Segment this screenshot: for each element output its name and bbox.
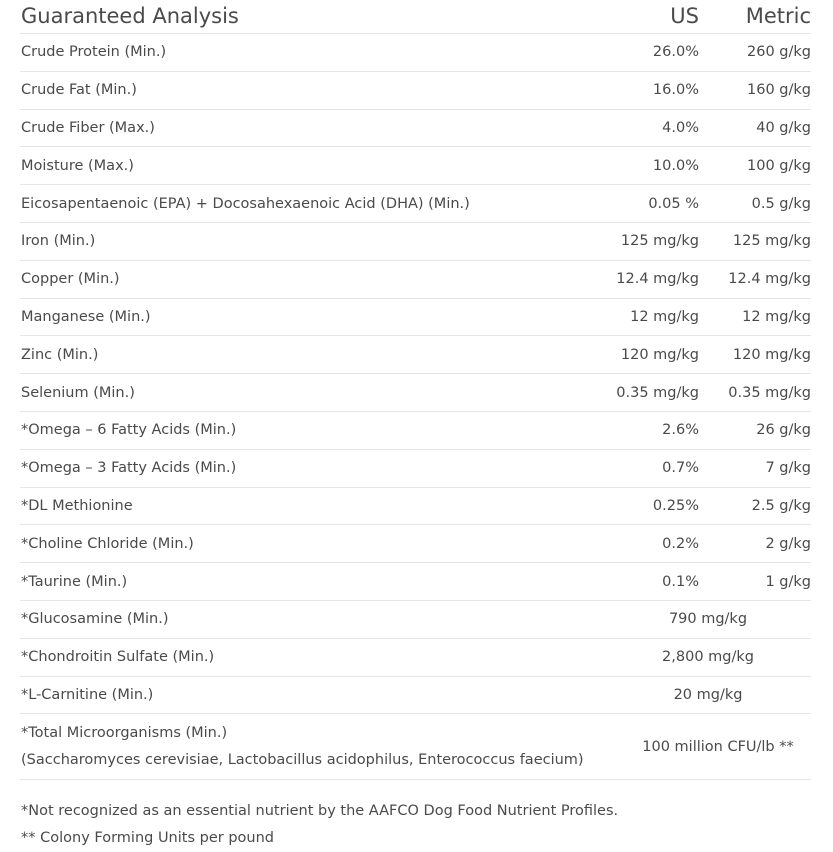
nutrient-name: Manganese (Min.) <box>21 308 151 325</box>
table-row <box>20 525 811 563</box>
nutrient-name: *DL Methionine <box>21 497 133 514</box>
table-row <box>20 677 811 715</box>
table-body <box>20 34 811 601</box>
table-body-combined <box>20 601 811 714</box>
metric-value: 100 g/kg <box>747 157 811 174</box>
table-row <box>20 374 811 412</box>
us-value: 26.0% <box>652 44 699 61</box>
table-row <box>20 261 811 299</box>
nutrient-name: *Omega – 6 Fatty Acids (Min.) <box>21 422 237 439</box>
nutrient-name: *Choline Chloride (Min.) <box>21 535 194 552</box>
metric-value: 260 g/kg <box>747 44 811 61</box>
metric-value: 125 mg/kg <box>732 233 811 250</box>
nutrient-name: Selenium (Min.) <box>21 384 135 401</box>
us-value: 2.6% <box>662 422 699 439</box>
table-row <box>20 223 811 261</box>
nutrient-name: Iron (Min.) <box>21 233 96 250</box>
table-row <box>20 299 811 337</box>
nutrient-value: 790 mg/kg <box>668 611 748 628</box>
nutrient-name: *Glucosamine (Min.) <box>21 611 169 628</box>
nutrient-name-line2: (Saccharomyces cerevisiae, Lactobacillus acidophilus, Enterococcus faecium) <box>21 751 584 768</box>
metric-value: 1 g/kg <box>765 573 811 590</box>
table-row <box>20 412 811 450</box>
table-row <box>20 110 811 148</box>
metric-value: 26 g/kg <box>756 422 811 439</box>
nutrient-name <box>20 720 595 774</box>
us-value: 120 mg/kg <box>620 346 699 363</box>
table-row <box>20 147 811 185</box>
nutrient-name: Zinc (Min.) <box>21 346 99 363</box>
column-header-metric: Metric <box>745 4 811 28</box>
nutrient-name: Moisture (Max.) <box>21 157 134 174</box>
nutrient-value: 2,800 mg/kg <box>662 649 754 666</box>
nutrient-name: Copper (Min.) <box>21 271 120 288</box>
us-value: 0.1% <box>662 573 699 590</box>
us-value: 0.25% <box>652 497 699 514</box>
metric-value: 7 g/kg <box>765 460 811 477</box>
footnotes <box>20 798 811 852</box>
nutrient-name: Crude Fiber (Max.) <box>21 119 155 136</box>
us-value: 10.0% <box>652 157 699 174</box>
table-row <box>20 488 811 526</box>
table-row <box>20 639 811 677</box>
us-value: 125 mg/kg <box>620 233 699 250</box>
us-value: 0.2% <box>662 535 699 552</box>
table-row <box>20 601 811 639</box>
nutrient-name-line1: *Total Microorganisms (Min.) <box>21 724 228 741</box>
nutrient-name: *Omega – 3 Fatty Acids (Min.) <box>21 460 237 477</box>
column-header-us: US <box>670 4 699 28</box>
metric-value: 0.5 g/kg <box>751 195 811 212</box>
nutrient-name: Eicosapentaenoic (EPA) + Docosahexaenoic Acid (DHA) (Min.) <box>21 195 470 212</box>
nutrient-name: *L-Carnitine (Min.) <box>21 686 154 703</box>
metric-value: 2 g/kg <box>765 535 811 552</box>
table-header <box>20 0 811 34</box>
nutrient-name: Crude Protein (Min.) <box>21 44 167 61</box>
footnote-aafco: *Not recognized as an essential nutrient by the AAFCO Dog Food Nutrient Profiles. <box>21 803 619 820</box>
metric-value: 12 mg/kg <box>742 308 811 325</box>
us-value: 16.0% <box>652 82 699 99</box>
nutrient-name: Crude Fat (Min.) <box>21 82 137 99</box>
metric-value: 120 mg/kg <box>732 346 811 363</box>
nutrient-name: *Chondroitin Sulfate (Min.) <box>21 649 215 666</box>
nutrient-value: 20 mg/kg <box>673 686 743 703</box>
nutrient-name: *Taurine (Min.) <box>21 573 128 590</box>
table-row <box>20 72 811 110</box>
metric-value: 40 g/kg <box>756 119 811 136</box>
us-value: 0.35 mg/kg <box>616 384 699 401</box>
metric-value: 0.35 mg/kg <box>728 384 811 401</box>
table-row <box>20 185 811 223</box>
table-title: Guaranteed Analysis <box>21 4 239 28</box>
us-value: 4.0% <box>662 119 699 136</box>
metric-value: 2.5 g/kg <box>751 497 811 514</box>
us-value: 12.4 mg/kg <box>616 271 699 288</box>
us-value: 0.7% <box>662 460 699 477</box>
us-value: 0.05 % <box>648 195 699 212</box>
table-row-microorganisms <box>20 714 811 780</box>
table-row <box>20 563 811 601</box>
table-row <box>20 34 811 72</box>
nutrient-value: 100 million CFU/lb ** <box>642 738 794 755</box>
footnote-cfu: ** Colony Forming Units per pound <box>21 830 274 847</box>
table-row <box>20 336 811 374</box>
us-value: 12 mg/kg <box>630 308 699 325</box>
guaranteed-analysis-table <box>20 0 811 852</box>
table-row <box>20 450 811 488</box>
metric-value: 12.4 mg/kg <box>728 271 811 288</box>
metric-value: 160 g/kg <box>747 82 811 99</box>
